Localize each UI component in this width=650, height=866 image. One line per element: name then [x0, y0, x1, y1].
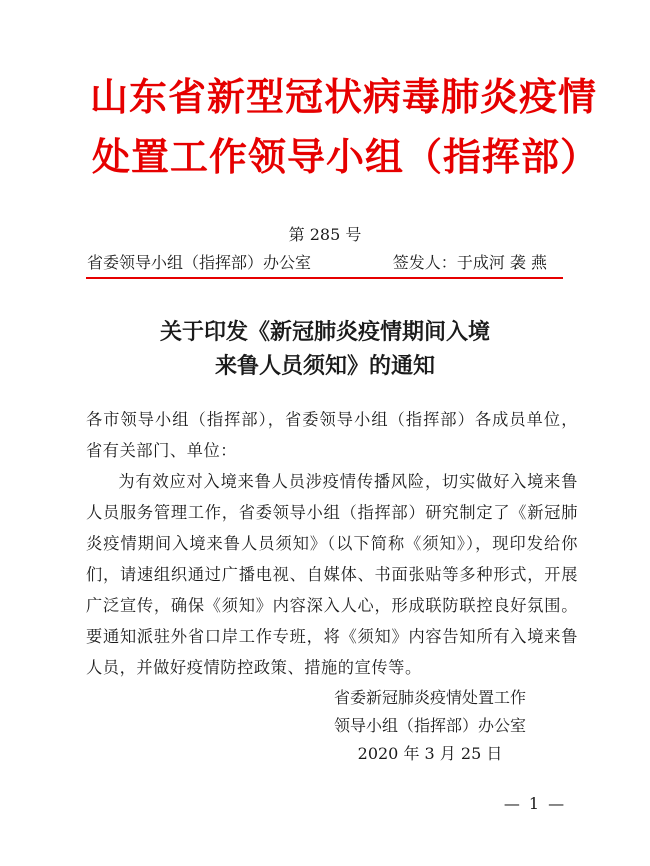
red-divider-rule	[86, 277, 563, 279]
signature-date: 2020 年 3 月 25 日	[357, 744, 503, 763]
signer-label: 签发人：	[392, 253, 457, 272]
document-number: 第 285 号	[288, 225, 362, 244]
page-number: — 1 —	[503, 794, 567, 813]
signature-office-line-1: 省委新冠肺炎疫情处置工作	[333, 688, 526, 707]
body-paragraph: 为有效应对入境来鲁人员涉疫情传播风险，切实做好入境来鲁人员服务管理工作，省委领导小组（指挥部）研究制定了《新冠肺炎疫情期间入境来鲁人员须知》（以下简称《须知》），现印发给你们，请速组织通过广播电视、自媒体、书面张贴等多种形式，开展广泛宣传，确保《须知》内容深入人心，形成联防联控良好氛围。要通知派驻外省口岸工作专班，将《须知》内容告知所有入境来鲁人员，并做好疫情防控政策、措施的宣传等。	[86, 472, 578, 677]
signer-names: 于成河 袭 燕	[456, 253, 547, 272]
signer-block	[393, 251, 547, 275]
issuer-signer-row	[87, 251, 557, 275]
notice-title-line-2: 来鲁人员须知》的通知	[214, 353, 435, 379]
issuing-office: 省委领导小组（指挥部）办公室	[87, 253, 312, 272]
signature-office-line-2: 领导小组（指挥部）办公室	[333, 716, 526, 735]
addressee-paragraph: 各市领导小组（指挥部），省委领导小组（指挥部）各成员单位，省有关部门、单位：	[86, 410, 578, 460]
notice-title-line-1: 关于印发《新冠肺炎疫情期间入境	[159, 319, 490, 345]
header-title-line-1: 山东省新型冠状病毒肺炎疫情	[90, 74, 598, 119]
header-title-line-2: 处置工作领导小组（指挥部）	[92, 134, 600, 179]
